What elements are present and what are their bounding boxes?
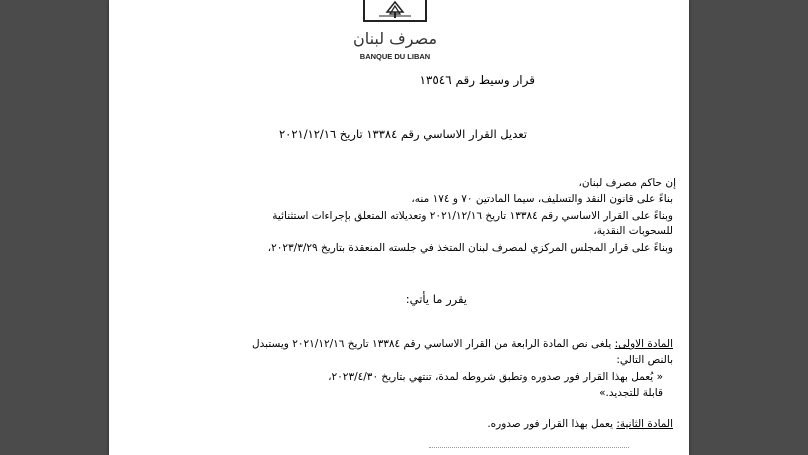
preamble-line: وبناءً على قرار المجلس المركزي لمصرف لبنان المتخذ في جلسته المنعقدة بتاريخ ٢٠٢٣/٣/٢٩، xyxy=(267,242,673,254)
decides-heading: يقرر ما يأتي: xyxy=(405,292,467,306)
article-1-quote: « يُعمل بهذا القرار فور صدوره وتطبق شروطه لمدة، تنتهي بتاريخ ٢٠٢٣/٤/٣٠، xyxy=(328,371,663,383)
preamble-line: للسحوبات النقدية، xyxy=(593,225,673,237)
article-2-line xyxy=(487,418,673,430)
bank-logo xyxy=(363,0,427,22)
article-2-text: يعمل بهذا القرار فور صدوره. xyxy=(487,418,613,430)
article-1-label: المادة الاولى: xyxy=(614,338,673,350)
bank-name-arabic: مصرف لبنان xyxy=(352,29,438,48)
bank-name-french: BANQUE DU LIBAN xyxy=(359,52,431,61)
document-page xyxy=(109,0,689,455)
decision-number: قرار وسيط رقم ١٣٥٤٦ xyxy=(419,73,535,87)
preamble-line: بناءً على قانون النقد والتسليف، سيما المادتين ٧٠ و ١٧٤ منه، xyxy=(411,193,673,205)
article-2-label: المادة الثانية: xyxy=(616,418,673,430)
article-1-line-2: بالنص التالي: xyxy=(616,354,673,366)
article-1-text: يلغى نص المادة الرابعة من القرار الاساسي رقم ١٣٣٨٤ تاريخ ٢٠٢١/١٢/١٦ ويستبدل xyxy=(252,338,612,350)
preamble-line: إن حاكم مصرف لبنان، xyxy=(578,177,676,189)
article-1-line xyxy=(252,338,673,350)
truncated-line xyxy=(429,447,629,455)
preamble-line: وبناءً على القرار الاساسي رقم ١٣٣٨٤ تاريخ ٢٠٢١/١٢/١٦ وتعديلاته المتعلق بإجراءات استثنائية xyxy=(272,210,673,222)
article-1-quote-end: قابلة للتجديد.» xyxy=(599,387,663,399)
decision-subject: تعديل القرار الاساسي رقم ١٣٣٨٤ تاريخ ٢٠٢١/١٢/١٦ xyxy=(278,127,527,141)
